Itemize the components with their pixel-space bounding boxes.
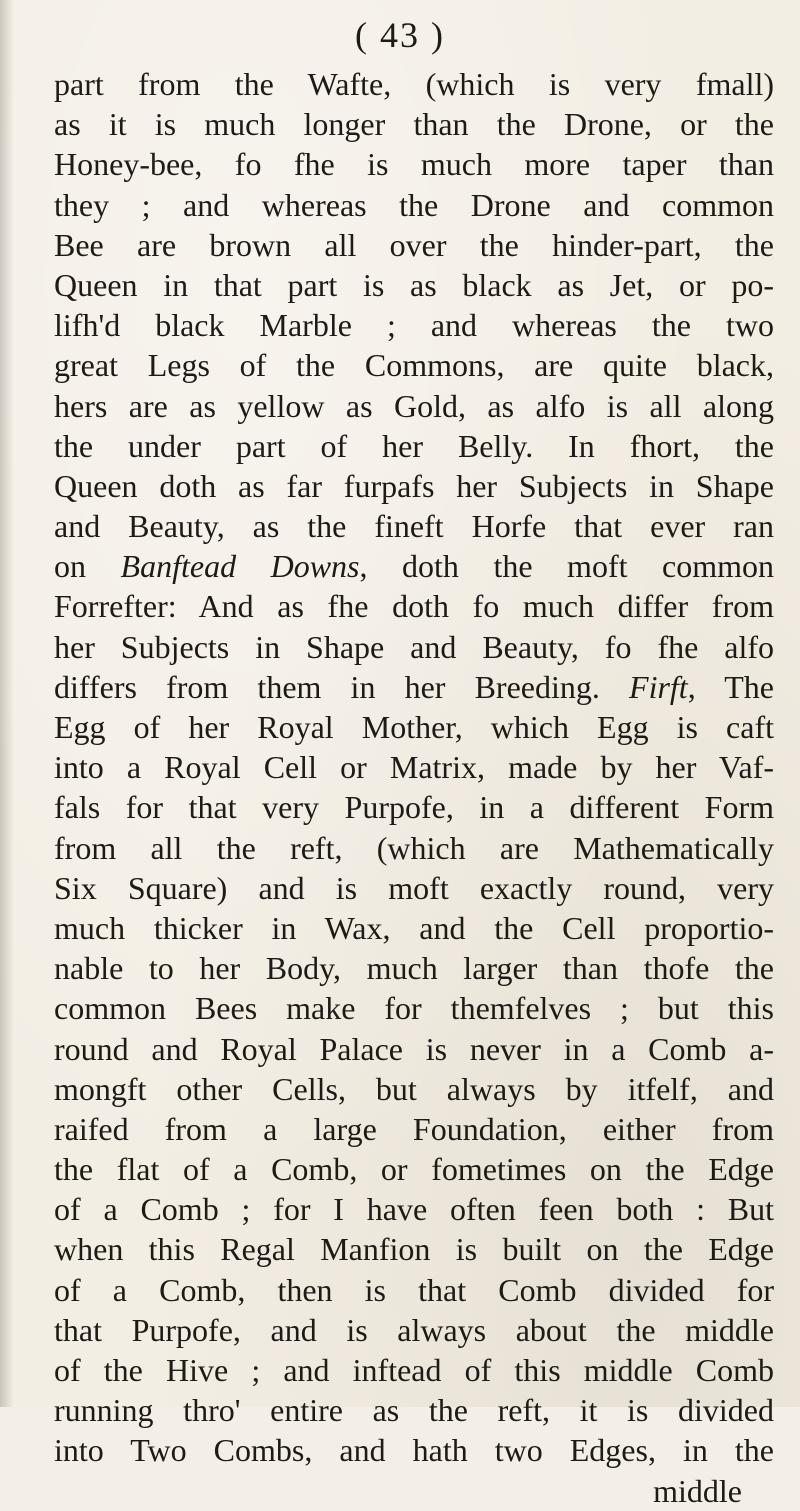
text-line: of a Comb, then is that Comb divided for bbox=[54, 1271, 774, 1308]
text-line: Queen doth as far furpafs her Subjects in Shape bbox=[54, 467, 774, 504]
text-line: the under part of her Belly. In fhort, the bbox=[54, 427, 774, 464]
text-line: Six Square) and is moft exactly round, very bbox=[54, 869, 774, 906]
text-line: hers are as yellow as Gold, as alfo is all along bbox=[54, 387, 774, 424]
text-line: Egg of her Royal Mother, which Egg is caft bbox=[54, 709, 774, 745]
text-line: Queen in that part is as black as Jet, or po- bbox=[54, 266, 774, 303]
text-line: that Purpofe, and is always about the middle bbox=[54, 1311, 774, 1348]
page-gutter-shadow bbox=[0, 0, 14, 1407]
text-line: of the Hive ; and inftead of this middle Comb bbox=[54, 1352, 774, 1388]
body-text bbox=[54, 64, 774, 1511]
text-line: her Subjects in Shape and Beauty, fo fhe alfo bbox=[54, 628, 774, 665]
text-line: raifed from a large Foundation, either from bbox=[54, 1110, 774, 1147]
text-line: common Bees make for themfelves ; but this bbox=[54, 990, 774, 1027]
text-line: great Legs of the Commons, are quite black, bbox=[54, 347, 774, 384]
text-line: when this Regal Manfion is built on the Edge bbox=[54, 1231, 774, 1268]
text-line: middle bbox=[653, 1472, 742, 1509]
text-line: Forrefter: And as fhe doth fo much differ from bbox=[54, 588, 774, 625]
text-line: of a Comb ; for I have often feen both : But bbox=[54, 1191, 774, 1228]
text-line: lifh'd black Marble ; and whereas the two bbox=[54, 307, 774, 344]
text-line: Honey-bee, fo fhe is much more taper than bbox=[54, 146, 774, 183]
text-line: the flat of a Comb, or fometimes on the Edge bbox=[54, 1151, 774, 1188]
text-line: from all the reft, (which are Mathematically bbox=[54, 829, 774, 866]
text-line: fals for that very Purpofe, in a different Form bbox=[54, 789, 774, 826]
text-line: mongft other Cells, but always by itfelf, and bbox=[54, 1070, 774, 1107]
text-line: part from the Wafte, (which is very fmall) bbox=[54, 66, 774, 102]
text-line: as it is much longer than the Drone, or the bbox=[54, 106, 774, 143]
text-line: differs from them in her Breeding. Firft, The bbox=[54, 668, 774, 705]
text-line: round and Royal Palace is never in a Comb a- bbox=[54, 1030, 774, 1067]
text-line: running thro' entire as the reft, it is divided bbox=[54, 1392, 774, 1429]
text-line: nable to her Body, much larger than thofe the bbox=[54, 950, 774, 987]
text-line: into Two Combs, and hath two Edges, in the bbox=[54, 1432, 774, 1469]
text-line: Bee are brown all over the hinder-part, the bbox=[54, 226, 774, 263]
text-line: on Banftead Downs, doth the moft common bbox=[54, 548, 774, 585]
text-line: into a Royal Cell or Matrix, made by her Vaf- bbox=[54, 749, 774, 786]
text-line: they ; and whereas the Drone and common bbox=[54, 186, 774, 223]
page-number-header: ( 43 ) bbox=[355, 15, 445, 55]
text-line: much thicker in Wax, and the Cell proportio- bbox=[54, 909, 774, 946]
text-line: and Beauty, as the fineft Horfe that ever ran bbox=[54, 508, 774, 545]
